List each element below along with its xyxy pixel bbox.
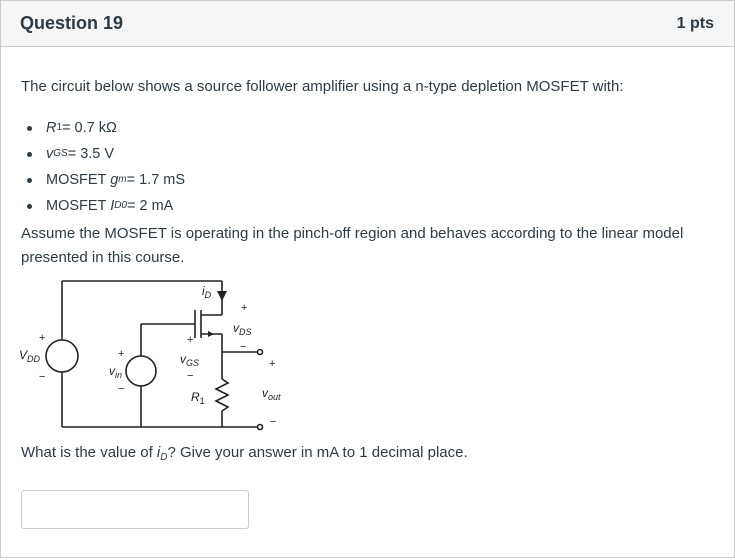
vdd-label: V xyxy=(19,348,28,362)
param-subscript: m xyxy=(118,174,127,185)
svg-text:vGS xyxy=(180,352,199,368)
param-symbol: v xyxy=(46,146,54,162)
param-prefix: MOSFET xyxy=(46,172,111,188)
svg-text:R1 xyxy=(191,390,205,406)
r1-label: R xyxy=(191,390,200,404)
vds-label: v xyxy=(233,321,239,335)
vdd-minus-label: − xyxy=(39,371,46,383)
bullet-icon xyxy=(27,178,32,183)
parameter-list xyxy=(27,115,185,219)
vin-source-icon xyxy=(126,356,156,386)
vgs-sub-label: GS xyxy=(186,358,200,368)
id-sub-label: D xyxy=(204,290,212,300)
vdd-sub-label: DD xyxy=(27,354,41,364)
param-subscript: 1 xyxy=(56,122,63,133)
vgs-minus-label: − xyxy=(187,370,194,382)
final-question-text xyxy=(21,444,468,463)
vin-label: v xyxy=(109,364,115,378)
bullet-icon xyxy=(27,126,32,131)
assumption-text: Assume the MOSFET is operating in the pinch-off region and behaves according to the linear model presented in this course. xyxy=(21,225,684,266)
param-symbol: g xyxy=(110,172,119,188)
param-value: = 1.7 mS xyxy=(126,172,186,188)
vin-minus-label: − xyxy=(118,383,125,395)
param-symbol: R xyxy=(46,120,57,136)
svg-text:vDS xyxy=(233,321,252,337)
param-subscript: GS xyxy=(53,148,68,159)
intro-text: The circuit below shows a source follower amplifier using a n-type depletion MOSFET with: xyxy=(21,78,624,95)
final-question-symbol: i xyxy=(156,444,161,461)
vout-minus-label: − xyxy=(270,416,277,428)
vout-label: v xyxy=(262,386,268,400)
current-arrow-icon xyxy=(217,291,227,301)
vds-sub-label: DS xyxy=(239,327,252,337)
param-value: = 3.5 V xyxy=(67,146,115,162)
list-item xyxy=(27,141,185,167)
svg-text:vout xyxy=(262,386,281,402)
list-item xyxy=(27,115,185,141)
question-points: 1 pts xyxy=(676,15,714,32)
id-label: i xyxy=(202,284,205,298)
param-prefix: MOSFET xyxy=(46,198,111,214)
final-question-suffix: ? Give your answer in mA to 1 decimal place. xyxy=(167,444,468,461)
resistor-icon xyxy=(216,379,228,411)
svg-text:VDD xyxy=(19,348,41,364)
param-value: = 2 mA xyxy=(127,198,174,214)
question-header xyxy=(1,1,734,47)
vin-sub-label: in xyxy=(115,370,123,380)
bullet-icon xyxy=(27,152,32,157)
vdd-source-icon xyxy=(46,340,78,372)
question-title: Question 19 xyxy=(20,13,124,33)
vgs-plus-label: + xyxy=(187,334,194,346)
vout-terminal-icon xyxy=(258,350,263,355)
vds-plus-label: + xyxy=(241,302,248,314)
param-subscript: D0 xyxy=(114,200,128,211)
bullet-icon xyxy=(27,204,32,209)
list-item xyxy=(27,167,185,193)
param-value: = 0.7 kΩ xyxy=(62,120,117,136)
svg-text:iD xyxy=(202,284,212,300)
list-item xyxy=(27,193,185,219)
vout-sub-label: out xyxy=(268,392,281,402)
param-symbol: I xyxy=(110,198,115,214)
vin-plus-label: + xyxy=(118,348,125,360)
answer-input[interactable] xyxy=(21,490,249,529)
vds-minus-label: − xyxy=(240,341,247,353)
svg-text:vin xyxy=(109,364,122,380)
vgs-label: v xyxy=(180,352,186,366)
final-question-prefix: What is the value of xyxy=(21,444,157,461)
final-question-subscript: D xyxy=(160,452,168,463)
vout-plus-label: + xyxy=(269,358,276,370)
vdd-plus-label: + xyxy=(39,332,46,344)
r1-sub-label: 1 xyxy=(199,396,205,406)
circuit-diagram xyxy=(15,277,305,437)
